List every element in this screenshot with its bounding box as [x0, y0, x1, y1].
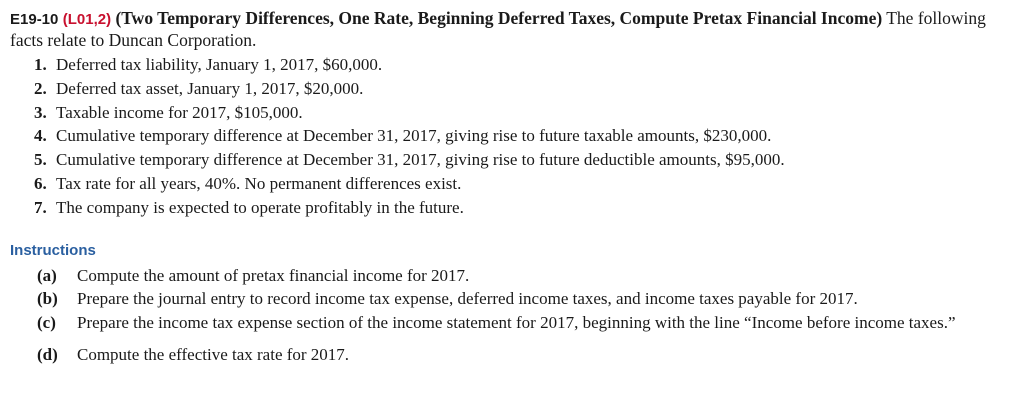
fact-text: Tax rate for all years, 40%. No permanent differences exist. — [56, 173, 462, 193]
exercise-page — [10, 8, 1014, 367]
fact-item — [34, 148, 1014, 172]
exercise-intro: The following facts relate to Duncan Corporation. — [10, 8, 986, 50]
fact-item — [34, 53, 1014, 77]
instruction-item — [37, 265, 1014, 287]
instruction-text: Compute the effective tax rate for 2017. — [77, 344, 350, 364]
instruction-text: Prepare the income tax expense section of the income statement for 2017, beginning with the line “Income before income taxes.” — [77, 312, 956, 332]
exercise-title: (Two Temporary Differences, One Rate, Beginning Deferred Taxes, Compute Pretax Financial Income) — [115, 8, 883, 28]
fact-text: Cumulative temporary difference at December 31, 2017, giving rise to future taxable amounts, $230,000. — [56, 126, 772, 146]
instruction-item — [37, 288, 1014, 310]
fact-number: 3. — [34, 102, 47, 122]
fact-item — [34, 77, 1014, 101]
exercise-header — [10, 8, 1014, 51]
fact-text: Deferred tax asset, January 1, 2017, $20,000. — [56, 78, 364, 98]
fact-text: Cumulative temporary difference at December 31, 2017, giving rise to future deductible amounts, $95,000. — [56, 150, 785, 170]
instructions-heading: Instructions — [10, 241, 96, 259]
instruction-letter: (a) — [37, 265, 57, 285]
fact-text: Taxable income for 2017, $105,000. — [56, 102, 303, 122]
fact-number: 6. — [34, 173, 47, 193]
fact-number: 1. — [34, 55, 47, 74]
fact-text: The company is expected to operate profitably in the future. — [56, 197, 464, 217]
fact-item — [34, 124, 1014, 148]
fact-number: 2. — [34, 78, 47, 98]
learning-objectives: (L01,2) — [62, 11, 112, 28]
instructions-list — [10, 265, 1014, 366]
facts-list — [10, 53, 1014, 220]
fact-item — [34, 101, 1014, 125]
fact-number: 5. — [34, 150, 47, 170]
exercise-number: E19-10 — [10, 11, 59, 28]
instruction-item — [37, 312, 1014, 334]
fact-number: 7. — [34, 197, 47, 217]
fact-item — [34, 172, 1014, 196]
instruction-letter: (b) — [37, 289, 58, 309]
instruction-letter: (c) — [37, 312, 56, 332]
fact-item — [34, 196, 1014, 220]
instruction-item — [37, 344, 1014, 366]
instruction-text: Prepare the journal entry to record income tax expense, deferred income taxes, and income taxes payable for 2017. — [77, 289, 858, 309]
instruction-text: Compute the amount of pretax financial income for 2017. — [77, 265, 470, 285]
instruction-letter: (d) — [37, 344, 58, 364]
fact-number: 4. — [34, 126, 47, 146]
fact-text: Deferred tax liability, January 1, 2017, $60,000. — [56, 55, 383, 74]
